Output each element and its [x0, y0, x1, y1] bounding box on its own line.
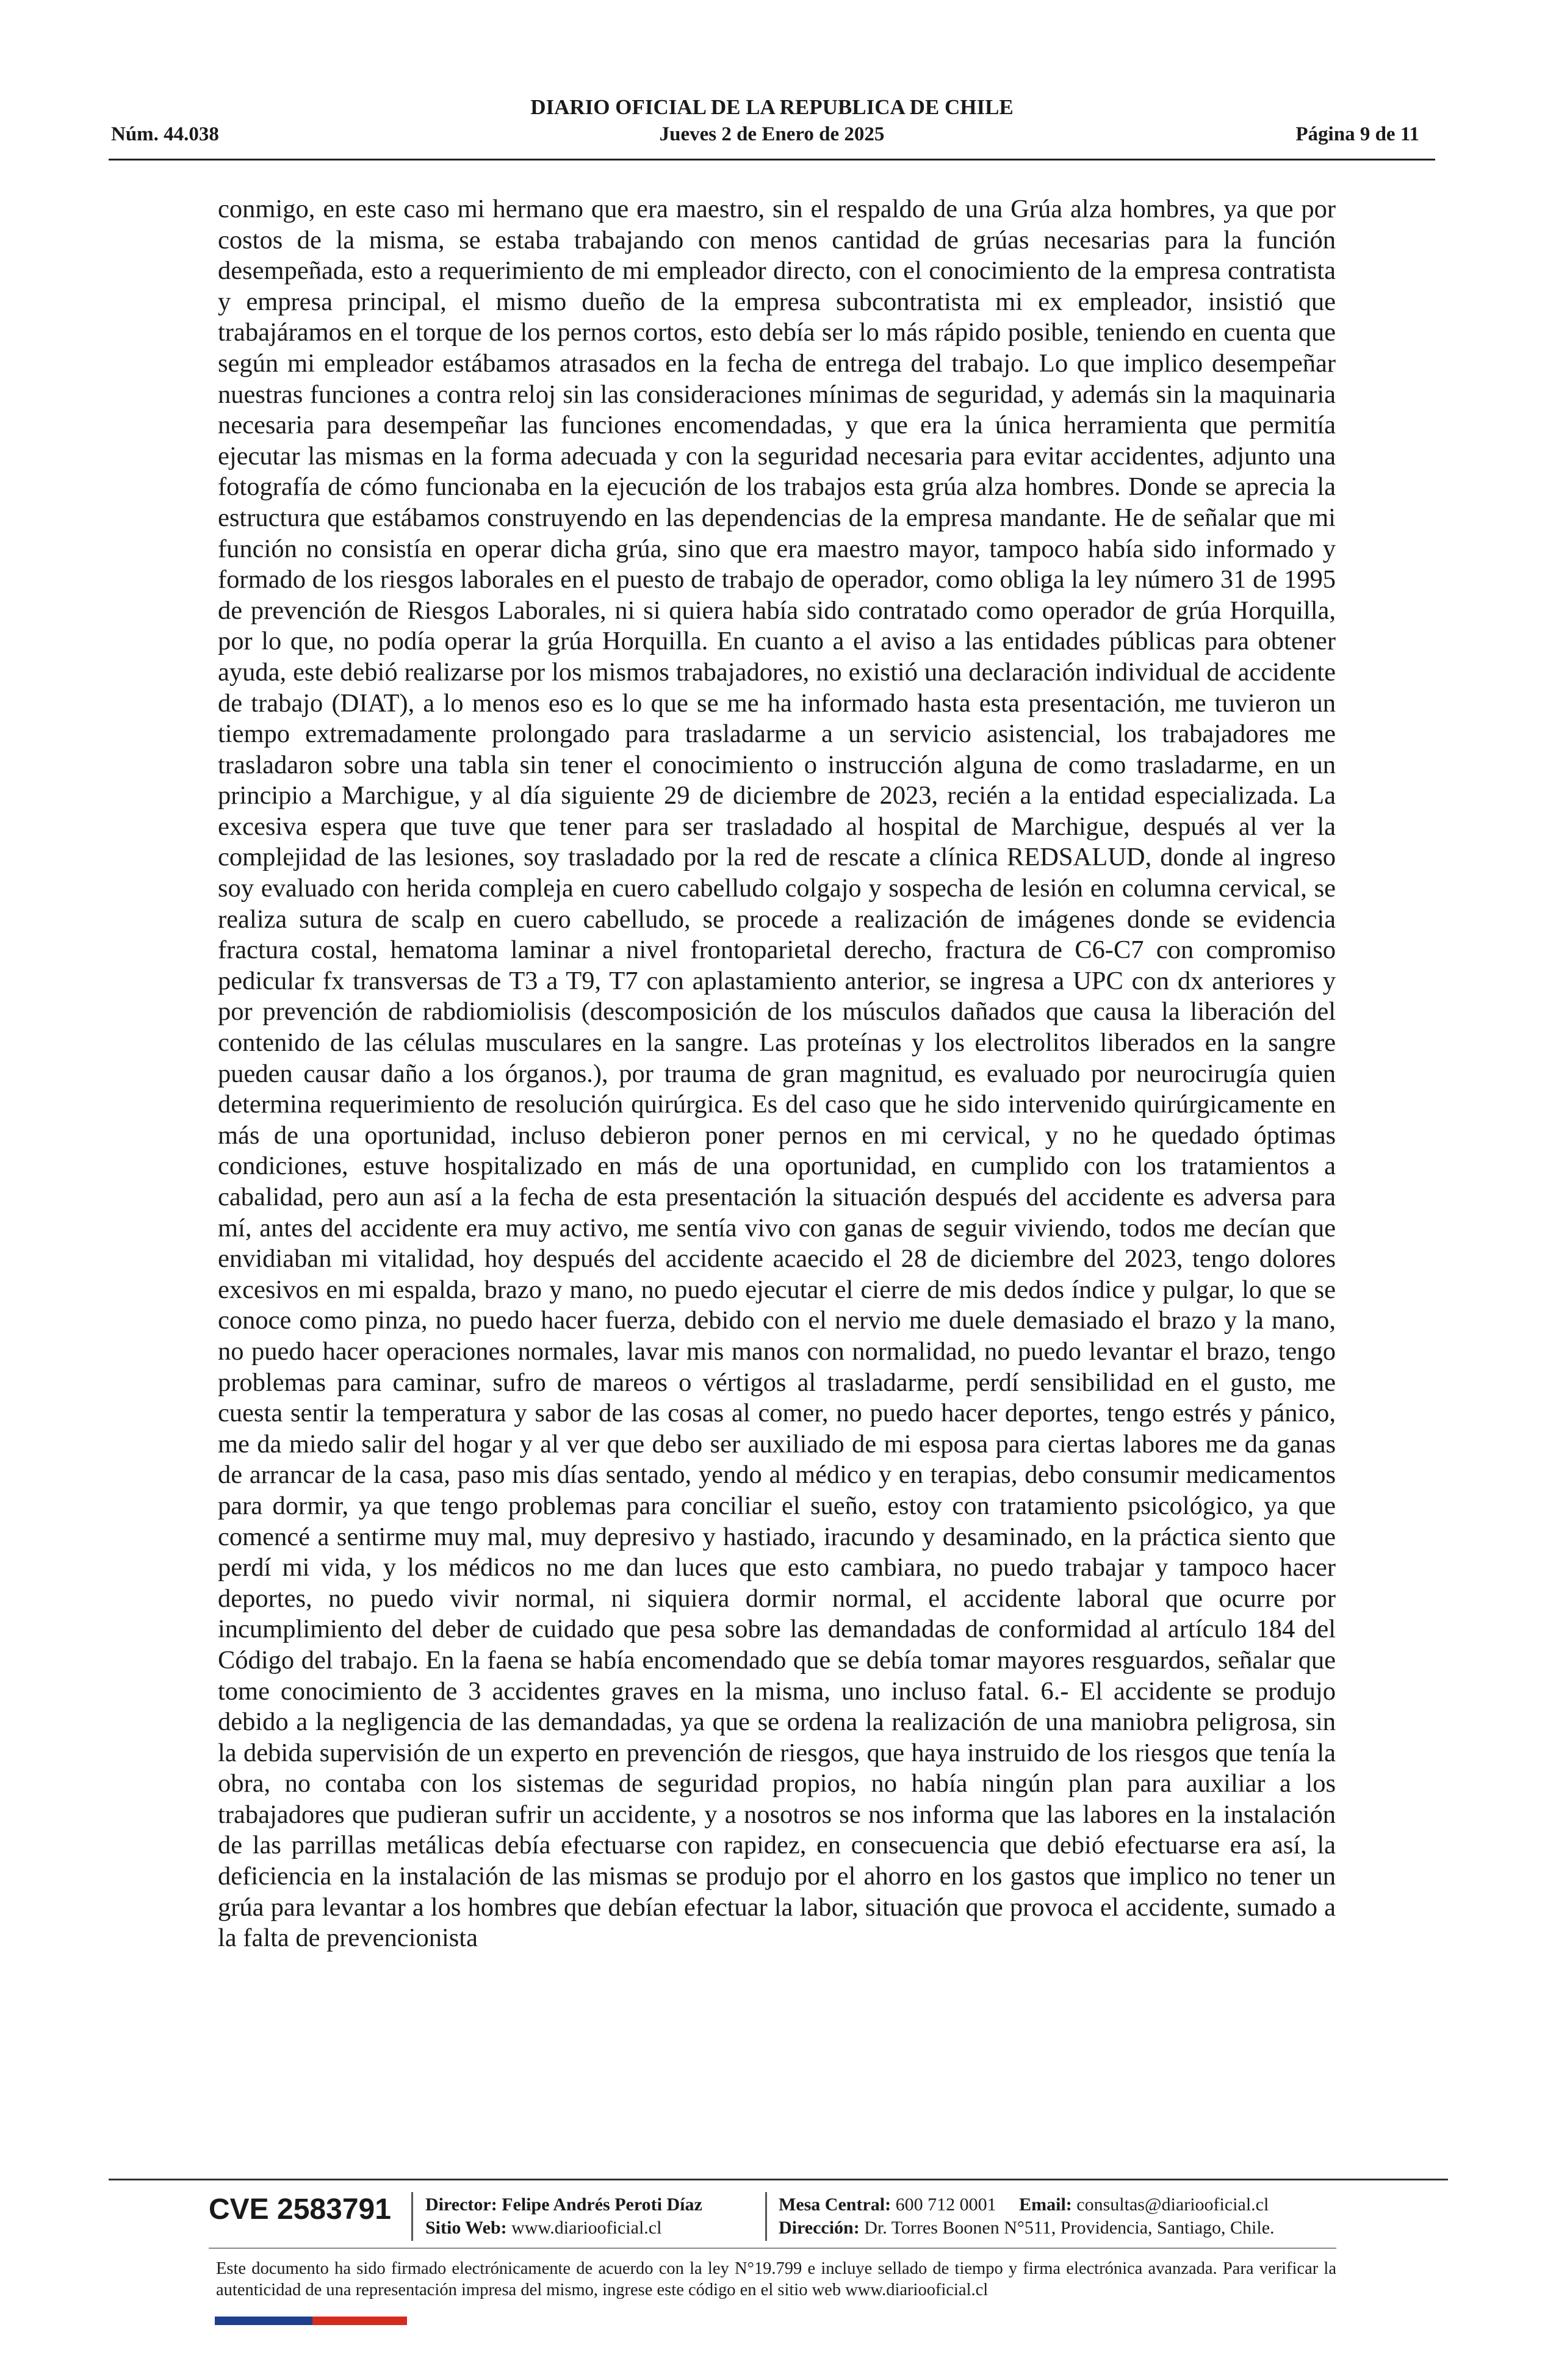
director-name: Felipe Andrés Peroti Díaz [502, 2194, 702, 2215]
director-label: Director: [425, 2194, 497, 2215]
mesa-label: Mesa Central: [779, 2194, 891, 2215]
footer-separator [411, 2192, 413, 2241]
footer-contact-block [779, 2193, 1275, 2240]
page-header [109, 93, 1435, 160]
issue-date: Jueves 2 de Enero de 2025 [659, 123, 885, 145]
footer-director-block [425, 2193, 702, 2240]
footer-divider [109, 2179, 1448, 2180]
footer-separator [765, 2192, 767, 2241]
email-link[interactable]: consultas@diariooficial.cl [1076, 2194, 1269, 2215]
issue-number: Núm. 44.038 [111, 123, 219, 145]
page-indicator: Página 9 de 11 [1295, 123, 1419, 145]
address-label: Dirección: [779, 2218, 860, 2238]
email-label: Email: [1019, 2194, 1072, 2215]
legal-notice: Este documento ha sido firmado electrónicamente de acuerdo con la ley N°19.799 e incluye sellado de tiempo y firma electrónica avanzada. Para verificar la autenticidad de una representación impresa del mismo, ingrese este código en el sitio web www.diariooficial.cl [216, 2259, 1336, 2299]
flag-blue-bar [215, 2317, 312, 2325]
publication-title: DIARIO OFICIAL DE LA REPUBLICA DE CHILE [530, 95, 1014, 119]
address-value: Dr. Torres Boonen N°511, Providencia, Santiago, Chile. [864, 2218, 1275, 2238]
flag-red-bar [312, 2317, 407, 2325]
site-link[interactable]: www.diariooficial.cl [511, 2218, 662, 2238]
mesa-phone: 600 712 0001 [895, 2194, 996, 2215]
site-label: Sitio Web: [425, 2218, 507, 2238]
cve-code: CVE 2583791 [209, 2193, 391, 2226]
body-paragraph: conmigo, en este caso mi hermano que era maestro, sin el respaldo de una Grúa alza hombres, ya que por costos de la misma, se estaba trabajando con menos cantidad de grúas necesarias para la función desempeñada, esto a requerimiento de mi empleador directo, con el conocimiento de la empresa contratista y empresa principal, el mismo dueño de la empresa subcontratista mi ex empleador, insistió que trabajáramos en el torque de los pernos cortos, esto debía ser lo más rápido posible, teniendo en cuenta que según mi empleador estábamos atrasados en la fecha de entrega del trabajo. Lo que implico desempeñar nuestras funciones a contra reloj sin las consideraciones mínimas de seguridad, y además sin la maquinaria necesaria para desempeñar las funciones encomendadas, y que era la única herramienta que permitía ejecutar las mismas en la forma adecuada y con la seguridad necesaria para evitar accidentes, adjunto una fotografía de cómo funcionaba en la ejecución de los trabajos esta grúa alza hombres. Donde se aprecia la estructura que estábamos construyendo en las dependencias de la empresa mandante. He de señalar que mi función no consistía en operar dicha grúa, sino que era maestro mayor, tampoco había sido informado y formado de los riesgos laborales en el puesto de trabajo de operador, como obliga la ley número 31 de 1995 de prevención de Riesgos Laborales, ni si quiera había sido contratado como operador de grúa Horquilla, por lo que, no podía operar la grúa Horquilla. En cuanto a el aviso a las entidades públicas para obtener ayuda, este debió realizarse por los mismos trabajadores, no existió una declaración individual de accidente de trabajo (DIAT), a lo menos eso es lo que se me ha informado hasta esta presentación, me tuvieron un tiempo extremadamente prolongado para trasladarme a un servicio asistencial, los trabajadores me trasladaron sobre una tabla sin tener el conocimiento o instrucción alguna de como trasladarme, en un principio a Marchigue, y al día siguiente 29 de diciembre de 2023, recién a la entidad especializada. La excesiva espera que tuve que tener para ser trasladado al hospital de Marchigue, después al ver la complejidad de las lesiones, soy trasladado por la red de rescate a clínica REDSALUD, donde al ingreso soy evaluado con herida compleja en cuero cabelludo colgajo y sospecha de lesión en columna cervical, se realiza sutura de scalp en cuero cabelludo, se procede a realización de imágenes donde se evidencia fractura costal, hematoma laminar a nivel frontoparietal derecho, fractura de C6-C7 con compromiso pedicular fx transversas de T3 a T9, T7 con aplastamiento anterior, se ingresa a UPC con dx anteriores y por prevención de rabdiomiolisis (descomposición de los músculos dañados que causa la liberación del contenido de las células musculares en la sangre. Las proteínas y los electrolitos liberados en la sangre pueden causar daño a los órganos.), por trauma de gran magnitud, es evaluado por neurocirugía quien determina requerimiento de resolución quirúrgica. Es del caso que he sido intervenido quirúrgicamente en más de una oportunidad, incluso debieron poner pernos en mi cervical, y no he quedado óptimas condiciones, estuve hospitalizado en más de una oportunidad, en cumplido con los tratamientos a cabalidad, pero aun así a la fecha de esta presentación la situación después del accidente es adversa para mí, antes del accidente era muy activo, me sentía vivo con ganas de seguir viviendo, todos me decían que envidiaban mi vitalidad, hoy después del accidente acaecido el 28 de diciembre del 2023, tengo dolores excesivos en mi espalda, brazo y mano, no puedo ejecutar el cierre de mis dedos índice y pulgar, lo que se conoce como pinza, no puedo hacer fuerza, debido con el nervio me duele demasiado el brazo y la mano, no puedo hacer operaciones normales, lavar mis manos con normalidad, no puedo levantar el brazo, tengo problemas para caminar, sufro de mareos o vértigos al trasladarme, perdí sensibilidad en el gusto, me cuesta sentir la temperatura y sabor de las cosas al comer, no puedo hacer deportes, tengo estrés y pánico, me da miedo salir del hogar y al ver que debo ser auxiliado de mi esposa para ciertas labores me da ganas de arrancar de la casa, paso mis días sentado, yendo al médico y en terapias, debo consumir medicamentos para dormir, ya que tengo problemas para conciliar el sueño, estoy con tratamiento psicológico, ya que comencé a sentirme muy mal, muy depresivo y hastiado, iracundo y desaminado, en la práctica siento que perdí mi vida, y los médicos no me dan luces que esto cambiara, no puedo trabajar y tampoco hacer deportes, no puedo vivir normal, ni siquiera dormir normal, el accidente laboral que ocurre por incumplimiento del deber de cuidado que pesa sobre las demandadas de conformidad al artículo 184 del Código del trabajo. En la faena se había encomendado que se debía tomar mayores resguardos, señalar que tome conocimiento de 3 accidentes graves en la misma, uno incluso fatal. 6.- El accidente se produjo debido a la negligencia de las demandadas, ya que se ordena la realización de una maniobra peligrosa, sin la debida supervisión de un experto en prevención de riesgos, que haya instruido de los riesgos que tenía la obra, no contaba con los sistemas de seguridad propios, no había ningún plan para auxiliar a los trabajadores que pudieran sufrir un accidente, y a nosotros se nos informa que las labores en la instalación de las parrillas metálicas debía efectuarse con rapidez, en consecuencia que debió efectuarse era así, la deficiencia en la instalación de las mismas se produjo por el ahorro en los gastos que implico no tener un grúa para levantar a los hombres que debían efectuar la labor, situación que provoca el accidente, sumado a la falta de prevencionista [218, 195, 1336, 1953]
footer-divider-secondary [209, 2248, 1336, 2249]
